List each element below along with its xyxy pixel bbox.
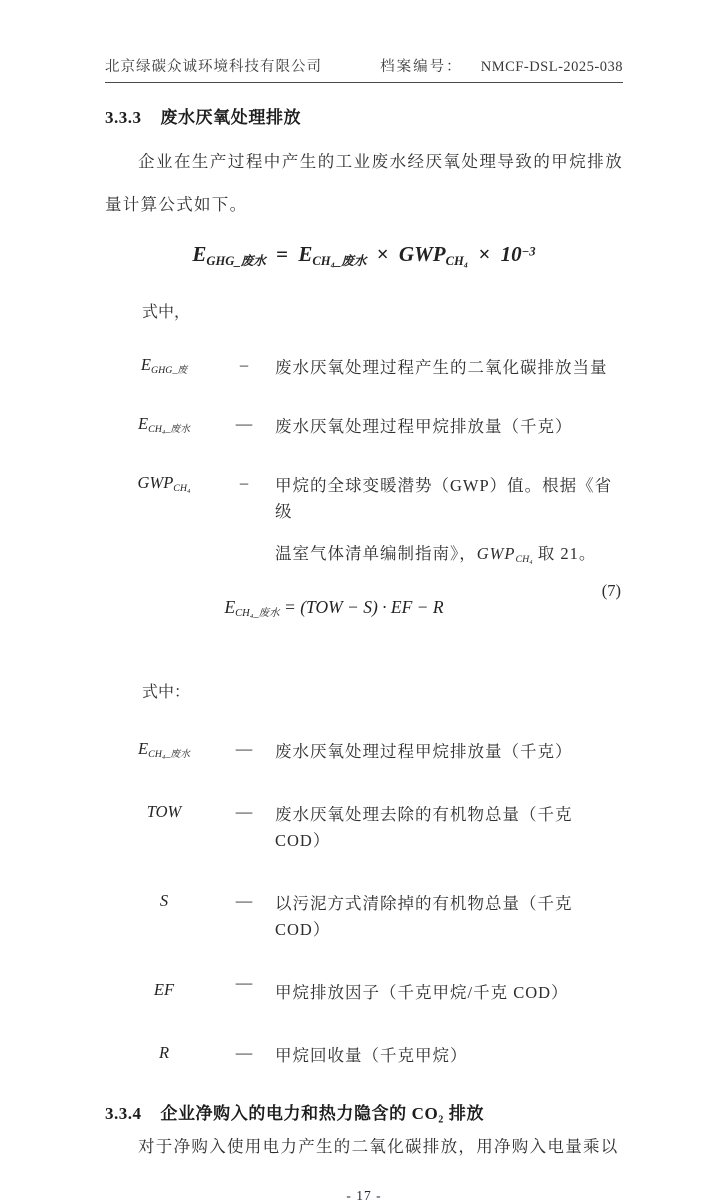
definition-dash: –: [239, 472, 249, 492]
symbol-ech4: $E_{CH_4\_废水}$: [138, 738, 190, 760]
file-number-value: NMCF-DSL-2025-038: [480, 59, 623, 75]
symbol-ech4: $E_{CH_4\_废水}$: [138, 413, 190, 435]
definition-row: [105, 355, 623, 381]
definition-dash: —: [235, 413, 253, 433]
where-label-1: 式中，: [142, 303, 191, 321]
definition-text: 废水厌氧处理过程产生的二氧化碳排放当量: [275, 357, 608, 377]
symbol-gwp: $GWP_{CH_4}$: [137, 472, 191, 494]
formula-ch4-wastewater: [105, 597, 623, 620]
formula-term-gwp: $GWP_{CH_4}$: [398, 242, 469, 268]
formula-term-ech4: $E_{CH_4\_废水}$: [298, 242, 367, 268]
section-heading-334: [105, 1099, 623, 1124]
equals-sign: =: [276, 242, 289, 266]
definition-dash: —: [235, 972, 253, 992]
symbol-tow: TOW: [146, 801, 182, 821]
symbol-eghg: $E_{GHG\_废}$: [140, 354, 188, 376]
section-heading-333: [105, 103, 623, 128]
definition-text: 以污泥方式清除掉的有机物总量（千克 COD）: [275, 893, 573, 939]
symbol-r: R: [158, 1042, 170, 1062]
formula-rhs: = (TOW − S) · EF − R: [284, 596, 444, 617]
definition-text: [275, 473, 623, 573]
definition-text: 甲烷回收量（千克甲烷）: [275, 1045, 468, 1065]
definition-dash: —: [235, 890, 253, 910]
definition-row: [105, 802, 623, 854]
definition-text: 废水厌氧处理过程甲烷排放量（千克）: [275, 741, 573, 761]
gwp-desc-line2: 温室气体清单编制指南》，$GWP_{CH_4}$ 取 21。: [275, 543, 597, 565]
page-number: - 17 -: [346, 1187, 382, 1203]
symbol-s: S: [159, 890, 169, 910]
definition-row: [105, 414, 623, 440]
file-number: [380, 55, 623, 76]
definition-list-1: [105, 355, 623, 573]
definition-row: [105, 972, 623, 1006]
definition-list-2: [105, 739, 623, 1069]
definition-dash: —: [235, 801, 253, 821]
section-title: 废水厌氧处理排放: [160, 108, 302, 127]
formula-lhs: $E_{GHG\_废水}$: [192, 242, 266, 268]
formula-term-power: $10^{-3}$: [500, 242, 536, 266]
company-name: 北京绿碳众诚环境科技有限公司: [105, 59, 322, 75]
multiply-sign: ×: [478, 242, 491, 266]
inline-gwp-symbol: $GWP_{CH_4}$: [476, 543, 533, 565]
definition-row: [105, 739, 623, 765]
section-number: 3.3.4: [105, 1103, 142, 1123]
formula-lhs: $E_{CH_4\_废水}$: [224, 596, 280, 619]
gwp-desc-line1: 甲烷的全球变暖潜势（GWP）值。根据《省级: [275, 475, 613, 521]
formula-7-block: [105, 580, 623, 631]
definition-row: [105, 473, 623, 573]
page-header: [105, 55, 623, 83]
definition-dash: –: [239, 354, 249, 374]
section-number: 3.3.3: [105, 108, 142, 127]
multiply-sign: ×: [376, 242, 389, 266]
symbol-ef: EF: [153, 979, 175, 999]
formula-ghg-wastewater: [105, 242, 623, 269]
definition-row: [105, 891, 623, 943]
section-title: 企业净购入的电力和热力隐含的 CO₂ 排放: [160, 1103, 485, 1123]
intro-paragraph-333: 企业在生产过程中产生的工业废水经厌氧处理导致的甲烷排放量计算公式如下。: [105, 152, 623, 214]
definition-row: [105, 1043, 623, 1069]
where-label-2: 式中：: [142, 683, 191, 701]
definition-text: 废水厌氧处理去除的有机物总量（千克 COD）: [275, 804, 573, 850]
intro-paragraph-334: 对于净购入使用电力产生的二氧化碳排放，用净购入电量乘以: [138, 1136, 619, 1156]
definition-text: 废水厌氧处理过程甲烷排放量（千克）: [275, 416, 573, 436]
definition-dash: —: [235, 1042, 253, 1062]
definition-text: 甲烷排放因子（千克甲烷/千克 COD）: [275, 982, 569, 1002]
definition-dash: —: [235, 738, 253, 758]
equation-number: (7): [601, 580, 621, 600]
file-number-label: 档案编号：: [380, 59, 463, 75]
